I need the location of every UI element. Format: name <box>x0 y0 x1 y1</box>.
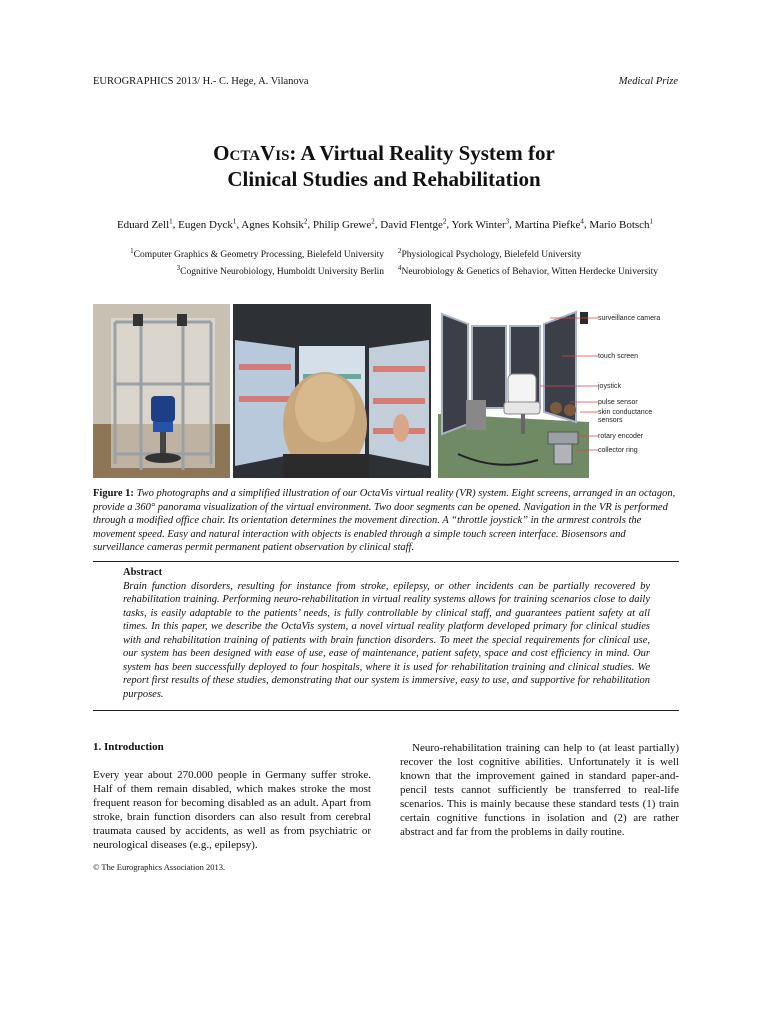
intro-paragraph-left: Every year about 270.000 people in Germany suffer stroke. Half of them remain disabled, which makes stroke the most frequent reason for becoming disabled as an adult. Apart from stroke, brain function disorders can also result from cerebral traumata caused by accidents, as well as from psychiatric or neurological diseases (e.g., epilepsy). <box>93 769 371 851</box>
photo-user-touch-screen-drawing <box>233 304 431 478</box>
callout-leader-lines <box>540 304 600 478</box>
paper-title <box>0 140 768 192</box>
abstract-rule-top <box>93 561 679 562</box>
callout-touch-screen: touch screen <box>598 353 639 360</box>
callout-rotary-encoder: rotary encoder <box>598 433 644 440</box>
author-list: Eduard Zell$^1$, Eugen Dyck$^1$, Agnes Kohsik$^2$, Philip Grewe$^2$, David Flentge$^2$, York Winter$^3$, Martina Piefke$^4$, Mario Botsch$^1$ <box>116 217 654 231</box>
affiliation: $^3$Cognitive Neurobiology, Humboldt University Berlin <box>176 264 384 278</box>
title-line1: : A Virtual Reality System for <box>289 141 555 165</box>
figure-caption <box>93 487 679 555</box>
author: David Flentge$^2$ <box>380 217 447 231</box>
figure-callouts <box>594 304 704 478</box>
figure-caption-text: Two photographs and a simplified illustration of our OctaVis virtual reality (VR) system. Eight screens, arranged in an octagon, provide a 360° panorama visualization of the virtual environment. Two door segments can be opened. Navigation in the VR is performed through a modified office chair. Its orientation determines the movement direction. A “throttle joystick” in the armrest controls the movement speed. Easy and natural interaction with objects is enabled through a simple touch screen interface. Biosensors and surveillance cameras permit permanent patient observation by clinical staff. <box>93 488 676 553</box>
callout-pulse-sensor: pulse sensor <box>598 399 638 406</box>
author: Mario Botsch$^1$ <box>589 217 654 231</box>
section-heading-introduction: 1. Introduction <box>93 741 164 753</box>
abstract-heading: Abstract <box>123 567 163 578</box>
running-header-right: Medical Prize <box>618 76 678 87</box>
callout-surveillance-camera: surveillance camera <box>598 315 661 322</box>
author: Martina Piefke$^4$ <box>514 217 584 231</box>
affiliation: $^2$Physiological Psychology, Bielefeld University <box>398 247 582 261</box>
affiliation: $^4$Neurobiology & Genetics of Behavior, Witten Herdecke University <box>398 264 659 278</box>
abstract-text: Brain function disorders, resulting for instance from stroke, epilepsy, or other incidents can be partially recovered by rehabilitation training. Performing neuro-rehabilitation in virtual reality systems allows for training scenarios close to daily tasks, is easily adaptable to the patients’ needs, is fully controllable by clinical staff, and guarantees patient safety at all times. In this paper, we describe the OctaVis system, a novel virtual reality platform developed primary for clinical studies with and rehabilitation training of patients with brain function disorders. To meet the special requirements for clinical use, our system has been designed with ease of use, ease of maintenance, patient safety, space and cost efficiency in mind. Our system has been successfully deployed to four hospitals, where it is used for rehabilitation training and clinical studies. We report first results of these studies, demonstrating that our system is immersive, easy to use, and supportive for rehabilitation purposes. <box>123 580 650 700</box>
figure-caption-label: Figure 1: <box>93 488 134 499</box>
callout-skin-conductance: skin conductance sensors <box>598 409 653 424</box>
author: Philip Grewe$^2$ <box>312 217 375 231</box>
affiliation: $^1$Computer Graphics & Geometry Processing, Bielefeld University <box>130 247 384 261</box>
photo-octavis-frame-drawing <box>93 304 230 478</box>
running-header-left: EUROGRAPHICS 2013/ H.- C. Hege, A. Vilanova <box>93 76 309 87</box>
affiliations-left <box>130 245 384 279</box>
abstract-rule-bottom <box>93 710 679 711</box>
author: York Winter$^3$ <box>451 217 510 231</box>
author: Eduard Zell$^1$ <box>116 217 173 231</box>
copyright-footer: © The Eurographics Association 2013. <box>93 862 226 872</box>
callout-collector-ring: collector ring <box>598 447 638 454</box>
system-name: OctaVis <box>213 141 290 165</box>
title-line2: Clinical Studies and Rehabilitation <box>227 167 541 191</box>
intro-paragraph-right: Neuro-rehabilitation training can help to (at least partially) recover the lost cognitive abilities. Unfortunately it is well known that the improvement gained in standard paper-and-pencil tests cannot sufficiently be transferred to real-life scenarios. This is mainly because these standard tests (1) train certain cognitive functions in isolation and (2) are rather abstract and far from the problems in daily routine. <box>400 742 679 838</box>
author: Eugen Dyck$^1$ <box>178 217 237 231</box>
photo-octavis-frame <box>93 304 230 478</box>
photo-user-touch-screen <box>233 304 431 478</box>
affiliations-right <box>398 245 658 279</box>
callout-joystick: joystick <box>598 383 621 390</box>
author: Agnes Kohsik$^2$ <box>241 217 308 231</box>
abstract-block <box>123 566 650 701</box>
